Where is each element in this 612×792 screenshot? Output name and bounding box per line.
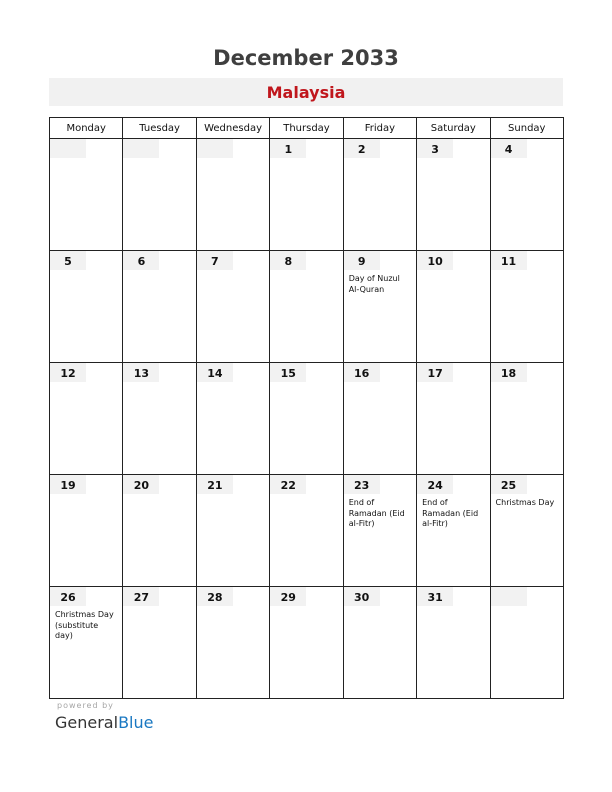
day-number: 22 [270, 475, 306, 494]
day-cell [196, 363, 269, 475]
day-cell [417, 475, 490, 587]
day-number: 29 [270, 587, 306, 606]
day-number: 27 [123, 587, 159, 606]
day-cell [343, 475, 416, 587]
day-cell [50, 251, 123, 363]
generalblue-logo [55, 713, 153, 732]
day-number: 4 [491, 139, 527, 158]
day-number: 21 [197, 475, 233, 494]
day-cell [417, 139, 490, 251]
weekday-header: Sunday [490, 118, 563, 139]
day-cell [343, 587, 416, 699]
day-cell [50, 587, 123, 699]
day-cell [417, 251, 490, 363]
day-number: 7 [197, 251, 233, 270]
day-cell [343, 363, 416, 475]
day-cell [417, 363, 490, 475]
country-name: Malaysia [266, 83, 346, 102]
day-number: 10 [417, 251, 453, 270]
weekday-header-row [50, 118, 564, 139]
weekday-header: Friday [343, 118, 416, 139]
day-number: 8 [270, 251, 306, 270]
day-number: 17 [417, 363, 453, 382]
day-cell [490, 363, 563, 475]
day-cell [123, 251, 196, 363]
calendar-grid [49, 117, 564, 699]
holiday-label: Day of Nuzul Al-Quran [348, 274, 400, 294]
day-cell [270, 587, 343, 699]
day-cell [196, 139, 269, 251]
day-cell [50, 139, 123, 251]
day-number: 18 [491, 363, 527, 382]
weekday-header: Thursday [270, 118, 343, 139]
day-number: 1 [270, 139, 306, 158]
page-title: December 2033 [213, 46, 399, 70]
day-number: 30 [344, 587, 380, 606]
day-number: 12 [50, 363, 86, 382]
empty-day-marker [197, 139, 233, 158]
day-number: 31 [417, 587, 453, 606]
day-cell [123, 139, 196, 251]
day-number: 24 [417, 475, 453, 494]
day-number: 23 [344, 475, 380, 494]
weekday-header: Monday [50, 118, 123, 139]
empty-day-marker [50, 139, 86, 158]
day-number: 14 [197, 363, 233, 382]
empty-day-marker [491, 587, 527, 606]
weekday-header: Saturday [417, 118, 490, 139]
day-cell [123, 475, 196, 587]
day-cell [123, 363, 196, 475]
empty-day-marker [123, 139, 159, 158]
day-cell [417, 587, 490, 699]
day-number: 28 [197, 587, 233, 606]
holiday-label: End of Ramadan (Eid al-Fitr) [348, 498, 405, 528]
day-cell [270, 363, 343, 475]
holiday-label: Christmas Day [495, 498, 555, 507]
day-number: 20 [123, 475, 159, 494]
day-number: 15 [270, 363, 306, 382]
weekday-header: Wednesday [196, 118, 269, 139]
week-row [50, 251, 564, 363]
day-cell [196, 587, 269, 699]
day-cell [196, 475, 269, 587]
brand-part-blue: Blue [118, 713, 154, 732]
day-number: 9 [344, 251, 380, 270]
day-cell [490, 251, 563, 363]
calendar-body [50, 139, 564, 699]
day-number: 16 [344, 363, 380, 382]
week-row [50, 139, 564, 251]
week-row [50, 475, 564, 587]
day-cell [50, 363, 123, 475]
day-cell [123, 587, 196, 699]
day-cell [270, 139, 343, 251]
weekday-header: Tuesday [123, 118, 196, 139]
week-row [50, 587, 564, 699]
brand-part-general: General [55, 713, 119, 732]
day-number: 3 [417, 139, 453, 158]
day-cell [490, 139, 563, 251]
day-cell [270, 475, 343, 587]
day-number: 11 [491, 251, 527, 270]
day-cell [196, 251, 269, 363]
day-cell [270, 251, 343, 363]
day-cell [343, 139, 416, 251]
day-cell [490, 475, 563, 587]
day-number: 26 [50, 587, 86, 606]
day-number: 2 [344, 139, 380, 158]
week-row [50, 363, 564, 475]
holiday-label: Christmas Day (substitute day) [55, 610, 114, 640]
day-number: 13 [123, 363, 159, 382]
day-cell [490, 587, 563, 699]
day-number: 25 [491, 475, 527, 494]
day-number: 19 [50, 475, 86, 494]
country-banner [49, 78, 563, 106]
day-number: 5 [50, 251, 86, 270]
day-number: 6 [123, 251, 159, 270]
day-cell [50, 475, 123, 587]
day-cell [343, 251, 416, 363]
holiday-label: End of Ramadan (Eid al-Fitr) [422, 498, 479, 528]
powered-by-text: powered by [57, 701, 114, 710]
